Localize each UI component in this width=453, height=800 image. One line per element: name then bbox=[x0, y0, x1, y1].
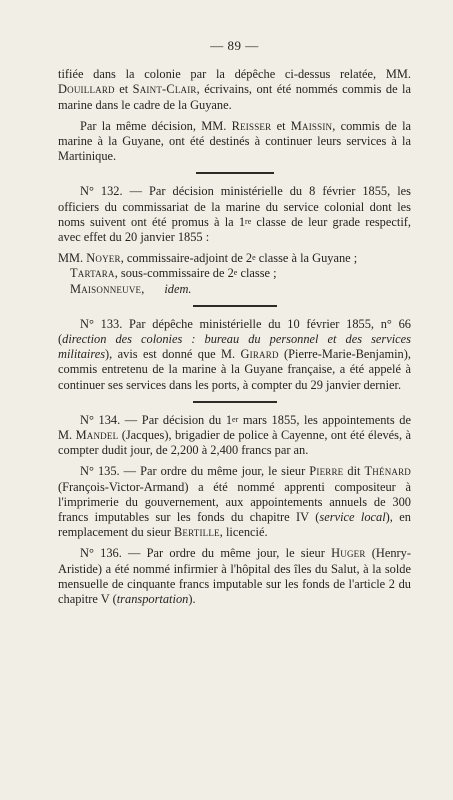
promotion-list bbox=[58, 251, 411, 297]
paragraph-135: N° 135. — Par ordre du même jour, le sieur Pierre dit Thénard (François-Victor-Armand) a été nommé apprenti compositeur à l'imprimerie du gouvernement, aux appointements annuels de 300 francs imputables sur les fonds du chapitre IV (service local), en remplacement du sieur Bertille, licencié. bbox=[58, 464, 411, 540]
section-divider bbox=[193, 401, 277, 403]
paragraph-reisser: Par la même décision, MM. Reisser et Maissin, commis de la marine à la Guyane, ont été destinés à continuer leurs services à la Martinique. bbox=[58, 118, 412, 164]
person-name: Reisser bbox=[231, 118, 272, 133]
person-name: Maissin bbox=[290, 118, 333, 133]
page-number: — 89 — bbox=[210, 38, 259, 53]
list-item-detail: , commissaire-adjoint de 2e classe à la Guyane ; bbox=[120, 251, 358, 266]
list-item bbox=[58, 266, 411, 281]
paragraph-134: N° 134. — Par décision du 1er mars 1855, les appointements de M. Mandel (Jacques), brigadier de police à Cayenne, ont été élevés, à compter dudit jour, de 2,200 à 2,400 francs par an. bbox=[58, 412, 411, 458]
person-name: Noyer bbox=[86, 251, 121, 266]
italic-reference: service local bbox=[319, 510, 386, 525]
section-divider bbox=[196, 172, 274, 174]
section-divider bbox=[193, 305, 277, 307]
list-item-detail: , sous-commissaire de 2e classe ; bbox=[114, 266, 277, 281]
person-name: Maisonneuve bbox=[70, 281, 142, 296]
person-name: Saint-Clair bbox=[132, 82, 197, 97]
person-name: Huger bbox=[331, 546, 366, 561]
person-name: Mandel bbox=[75, 428, 119, 443]
person-name: Thénard bbox=[364, 464, 411, 479]
paragraph-132: N° 132. — Par décision ministérielle du 8 février 1855, les officiers du commissariat de la marine du service colonial dont les noms suivent ont été promus à la 1re classe de leur grade respectif, avec effet du 20 janvier 1855 : bbox=[58, 184, 411, 245]
person-name: Pierre bbox=[309, 464, 344, 479]
italic-reference: direction des colonies : bureau du personnel et des services militaires bbox=[58, 332, 411, 362]
person-name: Tartara bbox=[70, 266, 115, 281]
person-name: Douillard bbox=[58, 82, 115, 97]
document-page bbox=[58, 38, 411, 607]
paragraph-continuation: tifiée dans la colonie par la dépêche ci-dessus relatée, MM. Douillard et Saint-Clair, écrivains, ont été nommés commis de la marine dans le cadre de la Guyane. bbox=[58, 67, 411, 112]
paragraph-133: N° 133. Par dépêche ministérielle du 10 février 1855, n° 66 (direction des colonies : bureau du personnel et des services militaires), avis est donné que M. Girard (Pierre-Marie-Benjamin), commis entretenu de la marine à la Guyane française, a été appelé à continuer ses services dans les ports, à compter du 29 janvier dernier. bbox=[58, 316, 411, 392]
paragraph-136: N° 136. — Par ordre du même jour, le sieur Huger (Henry-Aristide) a été nommé infirmier à l'hôpital des îles du Salut, à la solde mensuelle de cinquante francs imputable sur les fonds de l'article 2 du chapitre V (transportation). bbox=[58, 546, 411, 607]
list-item: MM. Noyer, commissaire-adjoint de 2e classe à la Guyane ; bbox=[58, 251, 358, 266]
list-item: Maisonneuve, idem. bbox=[70, 281, 192, 296]
person-name: Bertille bbox=[173, 525, 220, 540]
idem-note: idem. bbox=[164, 281, 192, 296]
person-name: Girard bbox=[240, 347, 279, 362]
italic-reference: transportation bbox=[116, 592, 189, 607]
